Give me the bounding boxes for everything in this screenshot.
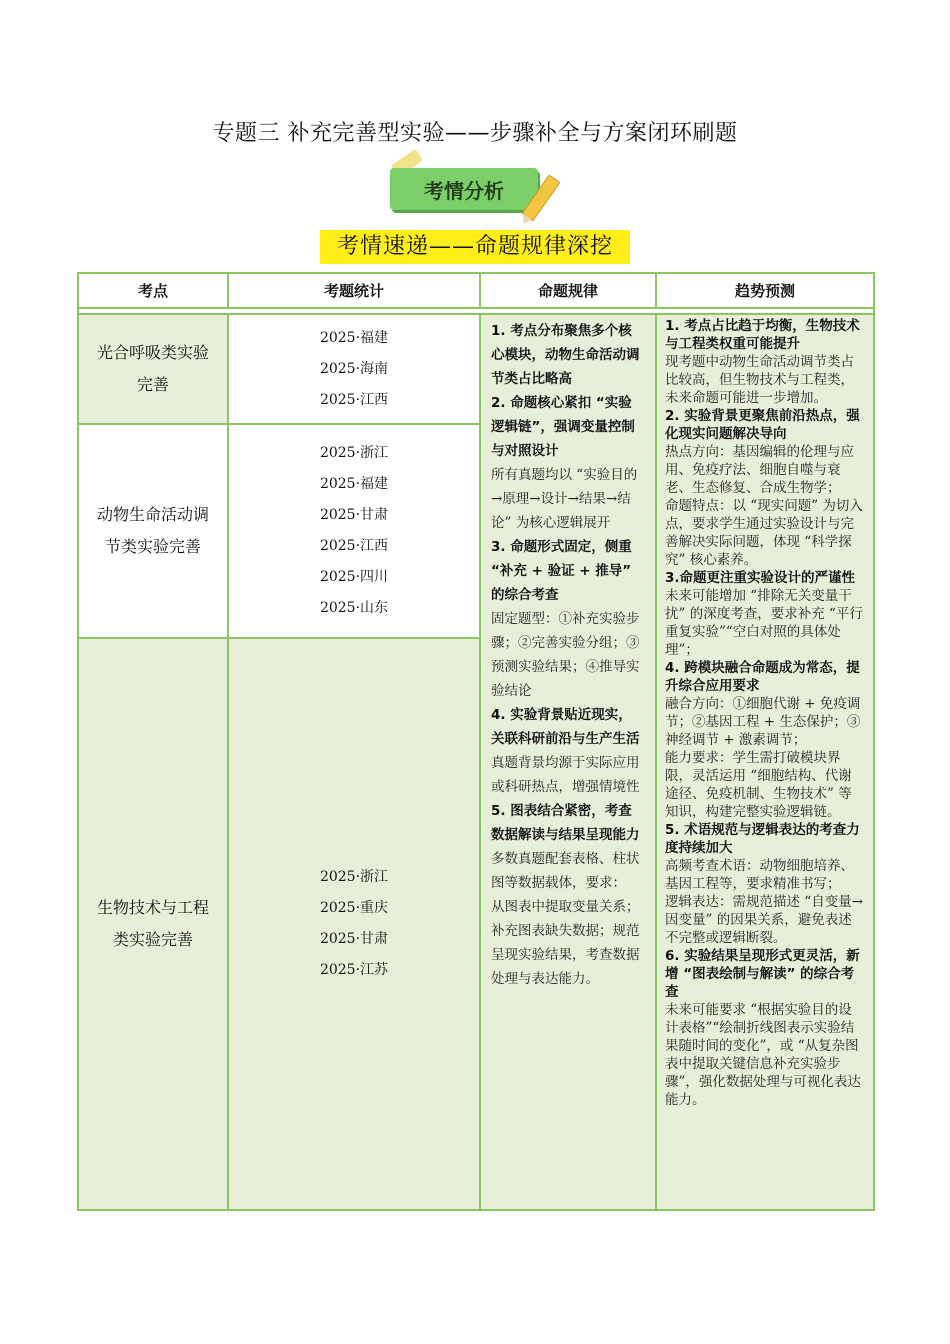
rules-cell [480,314,656,1210]
trends-cell [656,314,874,1210]
stat-item: 2025·重庆 [319,900,389,916]
trend-body: 未来可能增加 “排除无关变量干扰” 的深度考查，要求补充 “平行重复实验”“空白对照的具体处理”； [665,588,863,658]
rule-body: 所有真题均以 “实验目的→原理→设计→结果→结论” 为核心逻辑展开 [491,467,638,531]
stat-item: 2025·福建 [319,476,389,492]
stat-item: 2025·浙江 [319,869,389,885]
rule-heading: 2. 命题核心紧扣 “实验逻辑链”，强调变量控制与对照设计 [491,395,635,459]
rule-heading: 5. 图表结合紧密，考查数据解读与结果呈现能力 [491,803,640,843]
trend-body: 现考题中动物生命活动调节类占比较高，但生物技术与工程类，未来命题可能进一步增加。 [665,354,854,406]
stats-cell [228,638,480,1210]
trend-body: 热点方向：基因编辑的伦理与应用、免疫疗法、细胞自噬与衰老、生态修复、合成生物学； 命题特点：以 “现实问题” 为切入点，要求学生通过实验设计与完善解决实际问题，体现 “科学探究” 核心素养。 [665,444,863,568]
header-topic: 考点 [78,273,228,308]
stat-item: 2025·福建 [319,329,389,346]
trend-body: 高频考查术语：动物细胞培养、基因工程等，要求精准书写； 逻辑表达：需规范描述 “自变量→因变量” 的因果关系，避免表述不完整或逻辑断裂。 [665,858,864,946]
topic-cell: 生物技术与工程类实验完善 [78,638,228,1210]
stat-item: 2025·江西 [319,391,389,408]
stat-item: 2025·四川 [319,569,389,585]
rule-body: 真题背景均源于实际应用或科研热点，增强情境性 [491,755,640,795]
trend-heading: 2. 实验背景更聚焦前沿热点，强化现实问题解决导向 [665,408,860,442]
trend-heading: 4. 跨模块融合命题成为常态，提升综合应用要求 [665,660,860,694]
trend-heading: 3.命题更注重实验设计的严谨性 [665,570,856,586]
analysis-table [77,272,875,1211]
rule-body: 固定题型：①补充实验步骤；②完善实验分组；③预测实验结果；④推导实验结论 [491,611,640,699]
table-row [78,314,874,424]
table-header-row [78,273,874,308]
trend-heading: 1. 考点占比趋于均衡，生物技术与工程类权重可能提升 [665,318,860,352]
trend-heading: 6. 实验结果呈现形式更灵活，新增 “图表绘制与解读” 的综合考查 [665,948,860,1000]
topic-cell: 动物生命活动调节类实验完善 [78,424,228,638]
section-subtitle: 考情速递——命题规律深挖 [320,230,630,264]
stat-item: 2025·江西 [319,538,389,554]
stat-item: 2025·甘肃 [319,507,389,523]
stat-item: 2025·山东 [319,600,389,616]
stat-item: 2025·江苏 [319,962,389,978]
stat-item: 2025·海南 [319,360,389,377]
header-rules: 命题规律 [480,273,656,308]
topic-cell: 光合呼吸类实验完善 [78,314,228,424]
header-trends: 趋势预测 [656,273,874,308]
rule-heading: 3. 命题形式固定，侧重 “补充 + 验证 + 推导” 的综合考查 [491,539,632,603]
trend-body: 融合方向：①细胞代谢 + 免疫调节；②基因工程 + 生态保护；③神经调节 + 激素调节； 能力要求：学生需打破模块界限，灵活运用 “细胞结构、代谢途径、免疫机制、生物技术” 等知识，构建完整实验逻辑链。 [665,696,861,820]
section-badge: 考情分析 [390,168,538,210]
section-badge-group [384,156,574,218]
rule-heading: 1. 考点分布聚焦多个核心模块，动物生命活动调节类占比略高 [491,323,640,387]
stats-cell [228,314,480,424]
stat-item: 2025·浙江 [319,445,389,461]
header-stats: 考题统计 [228,273,480,308]
rule-heading: 4. 实验背景贴近现实，关联科研前沿与生产生活 [491,707,640,747]
stat-item: 2025·甘肃 [319,931,389,947]
page-title: 专题三 补充完善型实验——步骤补全与方案闭环刷题 [212,121,738,146]
rule-body: 多数真题配套表格、柱状图等数据载体，要求： 从图表中提取变量关系；补充图表缺失数据；规范呈现实验结果，考查数据处理与表达能力。 [491,851,640,987]
trend-heading: 5. 术语规范与逻辑表达的考查力度持续加大 [665,822,860,856]
trend-body: 未来可能要求 “根据实验目的设计表格”“绘制折线图表示实验结果随时间的变化”，或 “从复杂图表中提取关键信息补充实验步骤”，强化数据处理与可视化表达能力。 [665,1002,861,1108]
stats-cell [228,424,480,638]
